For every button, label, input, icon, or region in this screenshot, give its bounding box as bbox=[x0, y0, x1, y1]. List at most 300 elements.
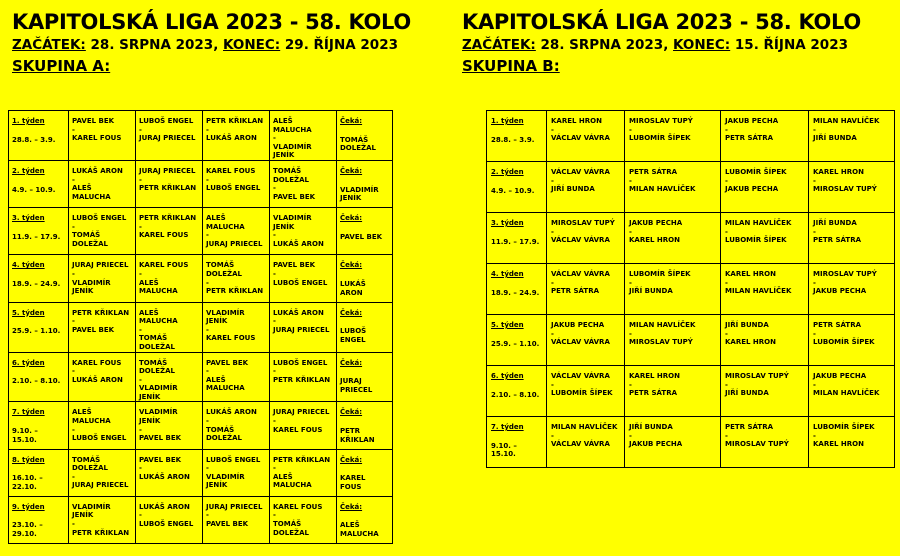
home-player: PETR SÁTRA bbox=[813, 321, 862, 329]
match-separator: - bbox=[139, 269, 142, 278]
match-separator: - bbox=[629, 176, 632, 185]
week-cell bbox=[9, 402, 69, 449]
table-row bbox=[9, 352, 393, 402]
away-player: JURAJ PRIECEL bbox=[139, 134, 196, 143]
match-separator: - bbox=[551, 380, 554, 389]
week-label: 7. týden bbox=[491, 423, 524, 431]
match-separator: - bbox=[72, 367, 75, 376]
table-row bbox=[9, 449, 393, 496]
match-separator: - bbox=[551, 431, 554, 440]
match-separator: - bbox=[725, 278, 728, 287]
home-player: LUBOMÍR ŠÍPEK bbox=[813, 423, 875, 431]
away-player: KAREL HRON bbox=[813, 440, 864, 449]
match-separator: - bbox=[813, 176, 816, 185]
match-separator: - bbox=[273, 134, 276, 143]
home-player: VLADIMÍR JENÍK bbox=[273, 214, 312, 231]
match-separator: - bbox=[139, 125, 142, 134]
match-cell bbox=[203, 302, 270, 352]
home-player: KAREL FOUS bbox=[139, 261, 189, 270]
waiting-player: ALEŠ MALUCHA bbox=[340, 521, 379, 539]
match-cell bbox=[625, 417, 721, 468]
match-separator: - bbox=[813, 227, 816, 236]
match-separator: - bbox=[551, 278, 554, 287]
match-separator: - bbox=[206, 464, 209, 473]
away-player: JURAJ PRIECEL bbox=[273, 325, 330, 334]
start-label: ZAČÁTEK: bbox=[12, 37, 86, 53]
match-separator: - bbox=[72, 222, 75, 231]
waiting-label: Čeká: bbox=[340, 502, 363, 511]
match-separator: - bbox=[72, 425, 75, 434]
waiting-label: Čeká: bbox=[340, 214, 363, 223]
match-cell bbox=[203, 255, 270, 302]
match-separator: - bbox=[273, 417, 276, 426]
week-range: 28.8. – 3.9. bbox=[12, 135, 56, 144]
match-cell bbox=[809, 366, 895, 417]
waiting-label: Čeká: bbox=[340, 358, 363, 367]
match-cell bbox=[721, 162, 809, 213]
match-cell bbox=[625, 315, 721, 366]
match-separator: - bbox=[725, 431, 728, 440]
match-separator: - bbox=[273, 511, 276, 520]
home-player: LUBOMÍR ŠÍPEK bbox=[725, 168, 787, 176]
week-label: 8. týden bbox=[12, 455, 45, 464]
match-separator: - bbox=[139, 425, 142, 434]
match-separator: - bbox=[206, 367, 209, 376]
home-player: PAVEL BEK bbox=[273, 261, 316, 270]
home-player: MILAN HAVLÍČEK bbox=[813, 117, 880, 125]
week-cell bbox=[487, 417, 547, 468]
home-player: VLADIMÍR JENÍK bbox=[139, 408, 178, 426]
table-row bbox=[487, 111, 895, 162]
home-player: JAKUB PECHA bbox=[629, 219, 683, 227]
match-cell bbox=[809, 162, 895, 213]
table-row bbox=[9, 402, 393, 449]
waiting-label: Čeká: bbox=[340, 166, 363, 175]
table-row bbox=[9, 302, 393, 352]
away-player: KAREL FOUS bbox=[72, 134, 122, 143]
match-cell bbox=[721, 417, 809, 468]
match-separator: - bbox=[273, 269, 276, 278]
waiting-player: TOMÁŠ DOLEŽAL bbox=[340, 135, 376, 153]
match-cell bbox=[721, 315, 809, 366]
home-player: KAREL FOUS bbox=[72, 358, 122, 367]
home-player: ALEŠ MALUCHA bbox=[72, 408, 111, 426]
waiting-player: PAVEL BEK bbox=[340, 232, 383, 241]
home-player: TOMÁŠ DOLEŽAL bbox=[273, 166, 309, 184]
away-player: KAREL FOUS bbox=[273, 425, 323, 434]
match-cell bbox=[203, 352, 270, 402]
home-player: JAKUB PECHA bbox=[813, 372, 867, 380]
match-separator: - bbox=[273, 231, 276, 240]
page-title: KAPITOLSKÁ LIGA 2023 - 58. KOLO bbox=[462, 10, 861, 34]
match-separator: - bbox=[813, 125, 816, 134]
table-row bbox=[487, 315, 895, 366]
away-player: JAKUB PECHA bbox=[725, 185, 779, 194]
match-cell bbox=[69, 449, 136, 496]
match-separator: - bbox=[206, 325, 209, 334]
home-player: TOMÁŠ DOLEŽAL bbox=[139, 358, 175, 376]
away-player: JIŘÍ BUNDA bbox=[725, 389, 769, 398]
home-player: MILAN HAVLÍČEK bbox=[629, 321, 696, 329]
match-separator: - bbox=[139, 175, 142, 184]
match-separator: - bbox=[813, 278, 816, 287]
match-cell bbox=[136, 111, 203, 161]
week-range: 9.10. – 15.10. bbox=[491, 441, 517, 459]
away-player: JAKUB PECHA bbox=[629, 440, 683, 449]
week-label: 6. týden bbox=[491, 372, 524, 380]
match-separator: - bbox=[629, 125, 632, 134]
match-separator: - bbox=[551, 227, 554, 236]
match-cell bbox=[203, 208, 270, 255]
match-separator: - bbox=[813, 431, 816, 440]
match-cell bbox=[69, 352, 136, 402]
week-label: 3. týden bbox=[491, 219, 524, 227]
waiting-player: LUKÁŠ ARON bbox=[340, 279, 366, 297]
home-player: PAVEL BEK bbox=[72, 117, 115, 125]
home-player: TOMÁŠ DOLEŽAL bbox=[72, 455, 108, 473]
away-player: LUBOŠ ENGEL bbox=[273, 278, 328, 287]
match-cell bbox=[203, 496, 270, 543]
away-player: VÁCLAV VÁVRA bbox=[551, 440, 610, 449]
end-value: 29. ŘÍJNA 2023 bbox=[280, 37, 398, 53]
match-cell bbox=[136, 352, 203, 402]
match-cell bbox=[270, 160, 337, 207]
match-separator: - bbox=[629, 329, 632, 338]
away-player: JIŘÍ BUNDA bbox=[629, 287, 673, 296]
week-cell bbox=[9, 352, 69, 402]
match-cell bbox=[625, 264, 721, 315]
away-player: VLADIMÍR JENÍK bbox=[139, 384, 178, 401]
away-player: LUBOMÍR ŠÍPEK bbox=[813, 338, 875, 347]
home-player: JURAJ PRIECEL bbox=[273, 408, 330, 417]
match-separator: - bbox=[629, 227, 632, 236]
week-range: 18.9. – 24.9. bbox=[12, 279, 61, 288]
waiting-player: VLADIMÍR JENÍK bbox=[340, 185, 379, 203]
match-cell bbox=[69, 402, 136, 449]
waiting-label: Čeká: bbox=[340, 117, 363, 125]
group-heading: SKUPINA B: bbox=[462, 57, 560, 75]
week-cell bbox=[487, 264, 547, 315]
home-player: ALEŠ MALUCHA bbox=[139, 308, 178, 326]
week-label: 5. týden bbox=[12, 308, 45, 317]
table-row bbox=[9, 111, 393, 161]
table-row bbox=[9, 160, 393, 207]
match-cell bbox=[69, 160, 136, 207]
week-label: 4. týden bbox=[491, 270, 524, 278]
waiting-label: Čeká: bbox=[340, 261, 363, 270]
waiting-label: Čeká: bbox=[340, 408, 363, 417]
waiting-cell bbox=[337, 208, 393, 255]
home-player: LUKÁŠ ARON bbox=[139, 502, 190, 511]
home-player: ALEŠ MALUCHA bbox=[273, 117, 312, 134]
match-cell bbox=[721, 213, 809, 264]
away-player: ALEŠ MALUCHA bbox=[273, 472, 312, 490]
waiting-player: KAREL FOUS bbox=[340, 474, 366, 491]
away-player: PETR SÁTRA bbox=[813, 236, 862, 245]
start-value: 28. SRPNA 2023, bbox=[85, 37, 219, 53]
home-player: PETR KŘIKLAN bbox=[139, 214, 197, 223]
home-player: ALEŠ MALUCHA bbox=[206, 214, 245, 231]
away-player: PETR SÁTRA bbox=[725, 134, 774, 143]
week-range: 18.9. – 24.9. bbox=[491, 288, 540, 297]
match-cell bbox=[270, 302, 337, 352]
match-separator: - bbox=[551, 176, 554, 185]
match-cell bbox=[809, 111, 895, 162]
match-cell bbox=[270, 352, 337, 402]
match-cell bbox=[270, 402, 337, 449]
match-separator: - bbox=[72, 472, 75, 481]
table-row bbox=[487, 366, 895, 417]
away-player: PETR KŘIKLAN bbox=[273, 375, 331, 384]
match-cell bbox=[721, 111, 809, 162]
week-cell bbox=[487, 315, 547, 366]
away-player: VLADIMÍR JENÍK bbox=[273, 142, 312, 160]
home-player: KAREL HRON bbox=[725, 270, 776, 278]
home-player: PETR SÁTRA bbox=[725, 423, 774, 431]
week-label: 1. týden bbox=[12, 117, 45, 125]
home-player: KAREL HRON bbox=[629, 372, 680, 380]
week-label: 1. týden bbox=[491, 117, 524, 125]
home-player: MILAN HAVLÍČEK bbox=[551, 423, 618, 431]
week-label: 9. týden bbox=[12, 502, 45, 511]
match-separator: - bbox=[72, 175, 75, 184]
away-player: LUBOMÍR ŠÍPEK bbox=[629, 134, 691, 143]
match-separator: - bbox=[725, 227, 728, 236]
away-player: PAVEL BEK bbox=[206, 520, 249, 529]
away-player: LUBOMÍR ŠÍPEK bbox=[725, 236, 787, 245]
match-cell bbox=[136, 402, 203, 449]
home-player: PETR SÁTRA bbox=[629, 168, 678, 176]
table-row bbox=[487, 162, 895, 213]
week-range: 2.10. – 8.10. bbox=[491, 390, 540, 399]
match-cell bbox=[136, 496, 203, 543]
away-player: TOMÁŠ DOLEŽAL bbox=[273, 520, 309, 537]
away-player: KAREL HRON bbox=[725, 338, 776, 347]
home-player: JIŘÍ BUNDA bbox=[725, 321, 769, 329]
match-cell bbox=[625, 162, 721, 213]
table-row bbox=[9, 208, 393, 255]
away-player: MILAN HAVLÍČEK bbox=[813, 389, 880, 398]
match-separator: - bbox=[72, 125, 75, 134]
match-separator: - bbox=[629, 431, 632, 440]
away-player: LUKÁŠ ARON bbox=[206, 134, 257, 143]
home-player: VLADIMÍR JENÍK bbox=[206, 308, 245, 326]
table-row bbox=[9, 496, 393, 543]
away-player: VLADIMÍR JENÍK bbox=[72, 278, 111, 296]
match-separator: - bbox=[72, 520, 75, 529]
week-label: 7. týden bbox=[12, 408, 45, 417]
home-player: TOMÁŠ DOLEŽAL bbox=[206, 261, 242, 278]
week-label: 6. týden bbox=[12, 358, 45, 367]
home-player: LUKÁŠ ARON bbox=[273, 308, 324, 317]
table-row bbox=[9, 255, 393, 302]
week-range: 25.9. – 1.10. bbox=[12, 327, 61, 336]
match-separator: - bbox=[551, 125, 554, 134]
match-cell bbox=[69, 302, 136, 352]
away-player: MIROSLAV TUPÝ bbox=[725, 440, 789, 449]
week-cell bbox=[9, 160, 69, 207]
home-player: MIROSLAV TUPÝ bbox=[551, 219, 615, 227]
home-player: PETR KŘIKLAN bbox=[206, 117, 264, 125]
match-separator: - bbox=[813, 380, 816, 389]
match-cell bbox=[203, 111, 270, 161]
match-cell bbox=[547, 213, 625, 264]
start-label: ZAČÁTEK: bbox=[462, 37, 536, 53]
end-label: KONEC: bbox=[223, 37, 281, 53]
home-player: JIŘÍ BUNDA bbox=[813, 219, 857, 227]
match-separator: - bbox=[725, 176, 728, 185]
match-separator: - bbox=[139, 464, 142, 473]
week-cell bbox=[487, 366, 547, 417]
home-player: LUBOŠ ENGEL bbox=[206, 455, 261, 464]
week-range: 25.9. – 1.10. bbox=[491, 339, 540, 348]
away-player: LUBOMÍR ŠÍPEK bbox=[551, 389, 613, 398]
home-player: JURAJ PRIECEL bbox=[139, 166, 196, 175]
match-cell bbox=[203, 402, 270, 449]
week-cell bbox=[487, 162, 547, 213]
match-separator: - bbox=[273, 317, 276, 326]
home-player: LUKÁŠ ARON bbox=[206, 408, 257, 417]
match-separator: - bbox=[551, 329, 554, 338]
home-player: VÁCLAV VÁVRA bbox=[551, 372, 610, 380]
week-cell bbox=[9, 302, 69, 352]
waiting-cell bbox=[337, 352, 393, 402]
home-player: MILAN HAVLÍČEK bbox=[725, 219, 792, 227]
match-separator: - bbox=[139, 325, 142, 334]
home-player: LUBOŠ ENGEL bbox=[72, 214, 127, 223]
match-separator: - bbox=[72, 317, 75, 326]
match-cell bbox=[69, 111, 136, 161]
away-player: MILAN HAVLÍČEK bbox=[725, 287, 792, 296]
match-cell bbox=[270, 255, 337, 302]
start-value: 28. SRPNA 2023, bbox=[535, 37, 669, 53]
away-player: TOMÁŠ DOLEŽAL bbox=[139, 334, 175, 351]
waiting-cell bbox=[337, 255, 393, 302]
match-cell bbox=[721, 264, 809, 315]
home-player: MIROSLAV TUPÝ bbox=[725, 372, 789, 380]
home-player: LUBOŠ ENGEL bbox=[273, 358, 328, 367]
match-separator: - bbox=[629, 278, 632, 287]
match-separator: - bbox=[206, 511, 209, 520]
match-cell bbox=[547, 264, 625, 315]
match-cell bbox=[203, 449, 270, 496]
match-separator: - bbox=[629, 380, 632, 389]
match-separator: - bbox=[206, 125, 209, 134]
waiting-player: JURAJ PRIECEL bbox=[340, 377, 373, 394]
match-separator: - bbox=[273, 184, 276, 193]
match-separator: - bbox=[273, 464, 276, 473]
week-range: 11.9. – 17.9. bbox=[491, 237, 540, 246]
match-cell bbox=[809, 264, 895, 315]
match-separator: - bbox=[725, 125, 728, 134]
home-player: PAVEL BEK bbox=[206, 358, 249, 367]
match-separator: - bbox=[813, 329, 816, 338]
away-player: ALEŠ MALUCHA bbox=[206, 375, 245, 393]
week-range: 9.10. – 15.10. bbox=[12, 427, 38, 444]
week-cell bbox=[487, 111, 547, 162]
away-player: MIROSLAV TUPÝ bbox=[813, 185, 877, 194]
away-player: TOMÁŠ DOLEŽAL bbox=[206, 425, 242, 443]
schedule-table-b bbox=[486, 110, 895, 468]
match-separator: - bbox=[725, 380, 728, 389]
schedule-table-a bbox=[8, 110, 393, 544]
away-player: MILAN HAVLÍČEK bbox=[629, 185, 696, 194]
away-player: JIŘÍ BUNDA bbox=[551, 185, 595, 194]
table-row bbox=[487, 417, 895, 468]
match-separator: - bbox=[72, 269, 75, 278]
home-player: KAREL HRON bbox=[551, 117, 602, 125]
away-player: ALEŠ MALUCHA bbox=[139, 278, 178, 296]
away-player: VÁCLAV VÁVRA bbox=[551, 134, 610, 143]
away-player: TOMÁŠ DOLEŽAL bbox=[72, 231, 108, 248]
home-player: JAKUB PECHA bbox=[725, 117, 779, 125]
waiting-cell bbox=[337, 402, 393, 449]
match-cell bbox=[547, 111, 625, 162]
end-label: KONEC: bbox=[673, 37, 731, 53]
match-separator: - bbox=[206, 417, 209, 426]
match-separator: - bbox=[206, 175, 209, 184]
away-player: JURAJ PRIECEL bbox=[72, 481, 129, 490]
home-player: JURAJ PRIECEL bbox=[206, 502, 263, 511]
match-separator: - bbox=[206, 278, 209, 287]
match-separator: - bbox=[206, 231, 209, 240]
week-range: 2.10. – 8.10. bbox=[12, 377, 61, 386]
home-player: LUBOŠ ENGEL bbox=[139, 117, 194, 125]
table-row bbox=[487, 264, 895, 315]
table-row bbox=[487, 213, 895, 264]
away-player: KAREL FOUS bbox=[139, 231, 189, 240]
away-player: ALEŠ MALUCHA bbox=[72, 184, 111, 201]
home-player: VLADIMÍR JENÍK bbox=[72, 502, 111, 520]
match-cell bbox=[809, 213, 895, 264]
match-cell bbox=[136, 160, 203, 207]
away-player: MIROSLAV TUPÝ bbox=[629, 338, 693, 347]
waiting-cell bbox=[337, 302, 393, 352]
match-cell bbox=[809, 315, 895, 366]
match-cell bbox=[721, 366, 809, 417]
home-player: MIROSLAV TUPÝ bbox=[629, 117, 693, 125]
week-cell bbox=[9, 449, 69, 496]
home-player: JIŘÍ BUNDA bbox=[629, 423, 673, 431]
season-dates bbox=[12, 37, 398, 53]
week-label: 2. týden bbox=[12, 166, 45, 175]
away-player: LUBOŠ ENGEL bbox=[139, 520, 194, 529]
home-player: JURAJ PRIECEL bbox=[72, 261, 129, 270]
waiting-label: Čeká: bbox=[340, 308, 363, 317]
away-player: KAREL HRON bbox=[629, 236, 680, 245]
match-cell bbox=[69, 208, 136, 255]
match-cell bbox=[136, 302, 203, 352]
week-cell bbox=[9, 496, 69, 543]
match-cell bbox=[547, 315, 625, 366]
match-separator: - bbox=[139, 222, 142, 231]
match-separator: - bbox=[273, 367, 276, 376]
waiting-player: LUBOŠ ENGEL bbox=[340, 327, 367, 344]
waiting-cell bbox=[337, 160, 393, 207]
match-cell bbox=[270, 496, 337, 543]
match-separator: - bbox=[139, 511, 142, 520]
home-player: LUKÁŠ ARON bbox=[72, 166, 123, 175]
match-cell bbox=[69, 255, 136, 302]
away-player: JIŘÍ BUNDA bbox=[813, 134, 857, 143]
waiting-cell bbox=[337, 449, 393, 496]
week-cell bbox=[9, 208, 69, 255]
match-cell bbox=[625, 213, 721, 264]
away-player: LUKÁŠ ARON bbox=[72, 375, 123, 384]
match-cell bbox=[809, 417, 895, 468]
week-range: 16.10. – 22.10. bbox=[12, 474, 43, 491]
home-player: KAREL HRON bbox=[813, 168, 864, 176]
